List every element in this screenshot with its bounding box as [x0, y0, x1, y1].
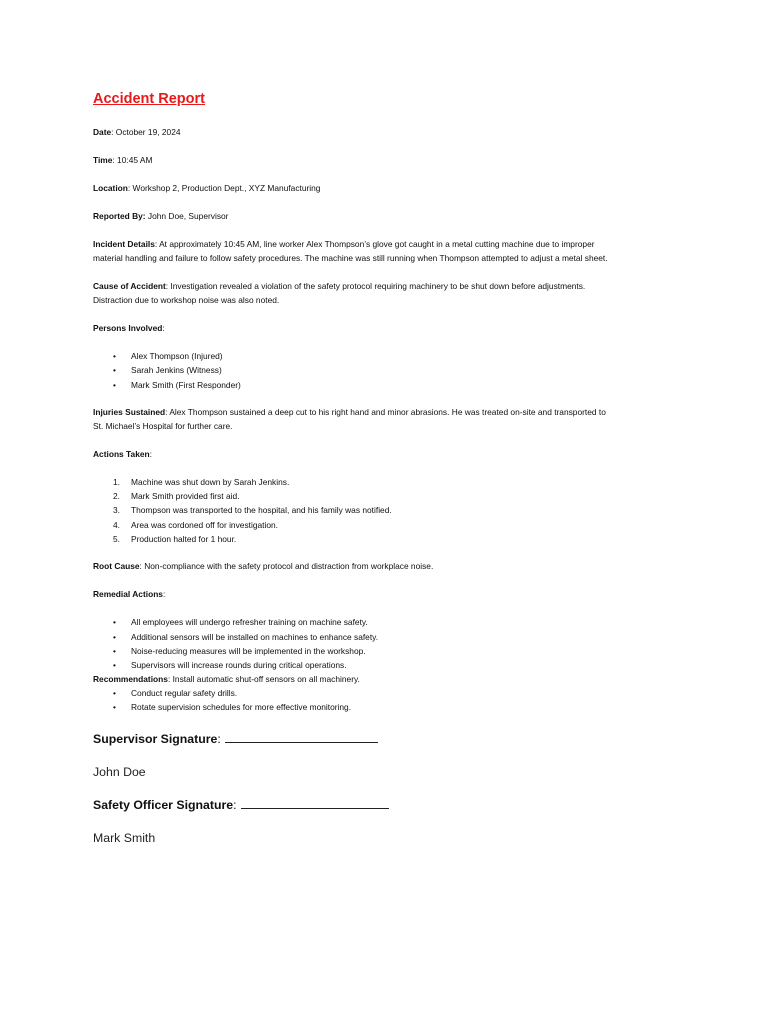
- list-item-text: Area was cordoned off for investigation.: [131, 519, 278, 530]
- date-value: : October 19, 2024: [111, 127, 181, 137]
- injuries-label: Injuries Sustained: [93, 406, 166, 417]
- actions-taken-heading: [93, 447, 693, 461]
- supervisor-signature-field: [93, 731, 693, 747]
- list-item: [93, 630, 693, 644]
- reported-by-value: John Doe, Supervisor: [145, 211, 229, 221]
- safety-officer-signature-label: Safety Officer Signature: [93, 798, 234, 813]
- incident-details-label: Incident Details: [93, 239, 155, 249]
- time-value: : 10:45 AM: [112, 155, 153, 165]
- reported-by-label: Reported By:: [93, 211, 146, 221]
- date-label: Date: [93, 127, 112, 137]
- list-item: [93, 475, 693, 489]
- actions-taken-list: [93, 475, 693, 546]
- list-item-text: Rotate supervision schedules for more effective monitoring.: [131, 701, 352, 712]
- persons-involved-label: Persons Involved: [93, 323, 163, 333]
- remedial-actions-label: Remedial Actions: [93, 589, 163, 600]
- date-field: [93, 125, 693, 139]
- bullet-marker: •: [113, 617, 116, 628]
- list-item-text: Conduct regular safety drills.: [131, 687, 238, 698]
- list-item: [93, 349, 693, 363]
- remedial-actions-colon: :: [162, 589, 166, 600]
- remedial-actions-heading: [93, 587, 693, 601]
- location-label: Location: [93, 183, 128, 193]
- bullet-marker: •: [113, 645, 116, 656]
- bullet-marker: •: [113, 365, 116, 376]
- supervisor-signature-colon: :: [217, 732, 221, 747]
- list-item-text: Noise-reducing measures will be implemented in the workshop.: [131, 645, 366, 656]
- injuries-line2: St. Michael’s Hospital for further care.: [93, 420, 233, 431]
- report-body: [93, 90, 693, 846]
- safety-officer-name: Mark Smith: [93, 831, 156, 846]
- recommendations-value: : Install automatic shut-off sensors on all machinery.: [167, 673, 360, 684]
- persons-involved-heading: [93, 321, 693, 335]
- bullet-marker: •: [113, 631, 116, 642]
- safety-officer-signature-line: [241, 797, 389, 809]
- list-item-text: Production halted for 1 hour.: [131, 534, 237, 545]
- list-item-text: Mark Smith (First Responder): [131, 379, 241, 390]
- list-item-text: Additional sensors will be installed on machines to enhance safety.: [131, 631, 379, 642]
- list-item-text: Supervisors will increase rounds during critical operations.: [131, 660, 347, 671]
- location-value: : Workshop 2, Production Dept., XYZ Manufacturing: [127, 183, 321, 193]
- list-item-text: All employees will undergo refresher training on machine safety.: [131, 617, 368, 628]
- root-cause-value: : Non-compliance with the safety protocol and distraction from workplace noise.: [139, 561, 434, 572]
- root-cause-label: Root Cause: [93, 561, 140, 572]
- list-item: [93, 644, 693, 658]
- reported-by-field: [93, 209, 693, 223]
- incident-details-line1: : At approximately 10:45 AM, line worker Alex Thompson’s glove got caught in a metal cutting machine due to improper: [154, 239, 595, 249]
- number-marker: 3.: [113, 505, 120, 516]
- persons-involved-colon: :: [162, 323, 165, 333]
- report-title: Accident Report: [93, 91, 205, 107]
- supervisor-signature-line: [225, 731, 378, 743]
- list-item-text: Thompson was transported to the hospital, and his family was notified.: [131, 505, 392, 516]
- supervisor-signature-label: Supervisor Signature: [93, 732, 218, 747]
- list-item-text: Machine was shut down by Sarah Jenkins.: [131, 476, 290, 487]
- cause-line2: Distraction due to workshop noise was also noted.: [93, 295, 280, 305]
- bullet-marker: •: [113, 701, 116, 712]
- root-cause-field: [93, 559, 693, 573]
- cause-line1: : Investigation revealed a violation of the safety protocol requiring machinery to be shut down before adjustments.: [165, 281, 586, 291]
- list-item: [93, 363, 693, 377]
- bullet-marker: •: [113, 687, 116, 698]
- persons-involved-list: [93, 349, 693, 392]
- bullet-marker: •: [113, 660, 116, 671]
- recommendations-label: Recommendations: [93, 673, 168, 684]
- cause-label: Cause of Accident: [93, 281, 166, 291]
- list-item-text: Mark Smith provided first aid.: [131, 491, 240, 502]
- bullet-marker: •: [113, 379, 116, 390]
- list-item-text: Alex Thompson (Injured): [131, 351, 223, 361]
- location-field: [93, 181, 693, 195]
- list-item: [93, 532, 693, 546]
- injuries-field: [93, 405, 693, 433]
- safety-officer-signature-field: [93, 797, 693, 813]
- list-item: [93, 503, 693, 517]
- actions-taken-colon: :: [149, 448, 152, 459]
- list-item: [93, 615, 693, 629]
- list-item: [93, 700, 693, 714]
- incident-details-line2: material handling and failure to follow safety procedures. The machine was still running when Thompson attempted to adjust a metal sheet.: [93, 253, 608, 263]
- list-item: [93, 686, 693, 700]
- time-field: [93, 153, 693, 167]
- cause-field: [93, 279, 693, 307]
- supervisor-name: John Doe: [93, 765, 146, 780]
- bullet-marker: •: [113, 351, 116, 361]
- number-marker: 2.: [113, 491, 120, 502]
- number-marker: 1.: [113, 476, 120, 487]
- list-item: [93, 658, 693, 672]
- list-item: [93, 518, 693, 532]
- remedial-actions-list: [93, 615, 693, 672]
- time-label: Time: [93, 155, 113, 165]
- safety-officer-signature-colon: :: [233, 798, 237, 813]
- list-item: [93, 378, 693, 392]
- injuries-line1: : Alex Thompson sustained a deep cut to his right hand and minor abrasions. He was treated on-site and transported to: [165, 406, 606, 417]
- recommendations-field: [93, 673, 693, 686]
- list-item-text: Sarah Jenkins (Witness): [131, 365, 222, 376]
- incident-details-field: [93, 237, 693, 265]
- actions-taken-label: Actions Taken: [93, 448, 150, 459]
- number-marker: 4.: [113, 519, 120, 530]
- number-marker: 5.: [113, 534, 120, 545]
- recommendations-list: [93, 686, 693, 715]
- list-item: [93, 489, 693, 503]
